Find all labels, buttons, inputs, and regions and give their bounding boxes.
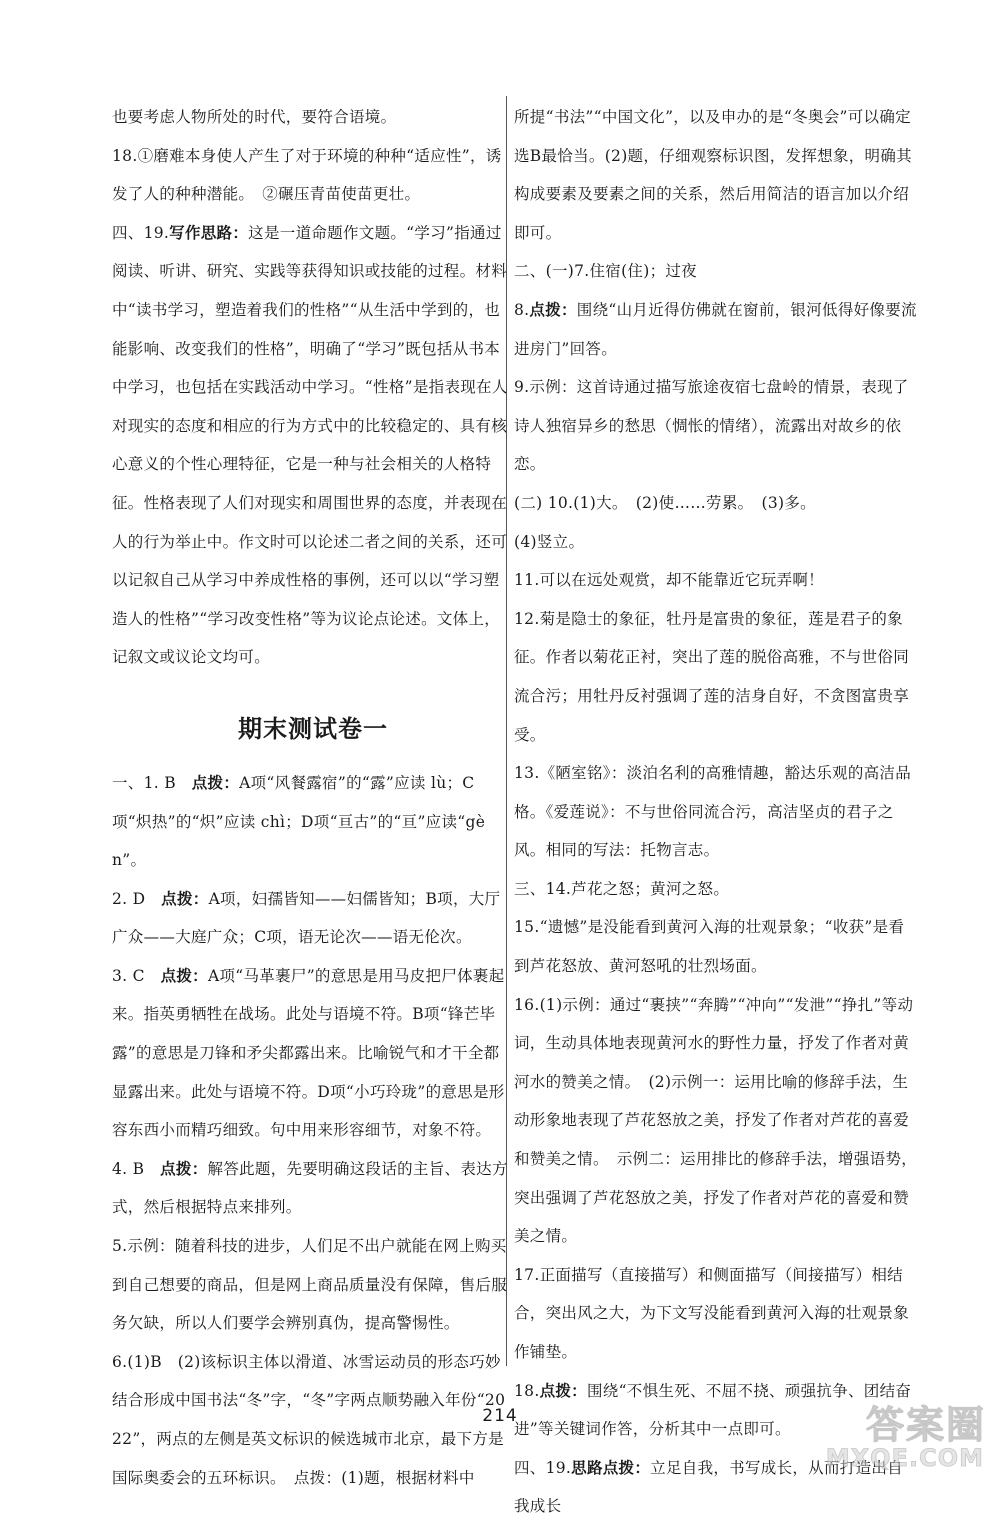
question-number: 三、14. [514,879,572,898]
answer-paragraph [514,484,918,523]
right-answers [514,98,918,1526]
answer-paragraph [112,1227,514,1343]
answer-paragraph [112,137,514,214]
watermark-sub: MXQE.COM [825,1444,984,1472]
question-number: 四、19. [112,223,170,242]
answer-text: 菊是隐士的象征，牡丹是富贵的象征，莲是君子的象征。作者以菊花正衬，突出了莲的脱俗高雅，不与世俗同流合污；用牡丹反衬强调了莲的洁身自好，不贪图富贵享受。 [514,609,910,744]
answer-text: 围绕“山月近得仿佛就在窗前，银河低得好像要流进房门”回答。 [514,300,917,358]
answer-text: 也要考虑人物所处的时代，要符合语境。 [112,108,397,126]
question-number: 16. [514,995,540,1014]
question-number: 18. [112,146,138,165]
answer-text: A项“风餐露宿”的“露”应读 lù；C项“炽热”的“炽”应读 chì；D项“亘古”的“亘”应读“gèn”。 [112,773,486,870]
answer-paragraph [514,252,918,291]
hint-label: 点拨： [160,1159,208,1178]
watermark-logo [816,1394,986,1478]
question-number: 4. B [112,1159,161,1178]
left-answers-final-exam [112,764,514,1497]
question-number: 17. [514,1265,540,1284]
answer-paragraph [112,1150,514,1227]
hint-label: 点拨： [191,773,240,792]
answer-paragraph [514,368,918,484]
answer-text: (1)B (2)该标识主体以滑道、冰雪运动员的形态巧妙结合形成中国书法“冬”字，“冬”字两点顺势融入年份“2022”，两点的左侧是英文标识的候选城市北京，最下方是国际奥委会的五环标识。 点拨：(1)题，根据材料中 [112,1352,506,1487]
answer-paragraph [514,908,918,985]
answer-text: A项，妇孺皆知——妇儒皆知；B项，大厅广众——大庭广众；C项，语无论次——语无伦次。 [112,889,501,947]
question-number: 一、1. B [112,773,192,792]
answer-paragraph [514,1256,918,1372]
question-number: 2. D [112,889,162,908]
answer-paragraph [112,880,514,957]
answer-text: 立足自我，书写成长，从而打造出自我成长 [514,1458,903,1516]
answer-paragraph [112,764,514,880]
answer-paragraph [514,523,918,562]
left-column [112,98,514,1497]
answer-paragraph [112,957,514,1150]
answer-paragraph [514,600,918,754]
answer-text: 正面描写（直接描写）和侧面描写（间接描写）相结合，突出风之大，为下文写没能看到黄河入海的壮观景象作铺垫。 [514,1265,910,1361]
question-number: 12. [514,609,540,628]
answer-paragraph [514,754,918,870]
answer-text: 所提“书法”“中国文化”，以及申办的是“冬奥会”可以确定选B最恰当。(2)题，仔细观察标识图，发挥想象，明确其构成要素及要素之间的关系，然后用简洁的语言加以介绍即可。 [514,108,912,242]
question-number: 四、19. [514,1458,572,1477]
answer-paragraph [514,291,918,368]
answer-text: “遗憾”是没能看到黄河入海的壮观景象；“收获”是看到芦花怒放、黄河怒吼的壮烈场面。 [514,918,905,976]
answer-text: 围绕“不惧生死、不屈不挠、顽强抗争、团结奋进”等关键词作答，分析其中一点即可。 [514,1381,912,1439]
answer-text: (1)大。 (2)使……劳累。 (3)多。 [573,493,816,512]
answer-text: (4)竖立。 [514,532,585,551]
answer-text: 《陋室铭》：淡泊名利的高雅情趣，豁达乐观的高洁品格。《爱莲说》：不与世俗同流合污，高洁坚贞的君子之风。相同的写法：托物言志。 [514,764,912,860]
section-title: 期末测试卷一 [238,714,388,743]
question-number: 9. [514,378,530,397]
answer-text: 这是一道命题作文题。“学习”指通过阅读、听讲、研究、实践等获得知识或技能的过程。材料中“读书学习，塑造着我们的性格”“从生活中学到的，也能影响、改变我们的性格”，明确了“学习”既包括从书本中学习，也包括在实践活动中学习。“性格”是指表现在人对现实的态度和相应的行为方式中的比较稳定的、具有核心意义的个性心理特征，它是一种与社会相关的人格特征。性格表现了人们对现实和周围世界的态度，并表现在人的行为举止中。作文时可以论述二者之间的关系，还可以记叙自己从学习中养成性格的事例，还可以以“学习塑造人的性格”“学习改变性格”等为议论点论述。文体上，记叙文或议论文均可。 [112,223,508,667]
question-number: 3. C [112,966,161,985]
question-number: 8. [514,300,530,319]
answer-text: 示例：随着科技的进步，人们足不出户就能在网上购买到自己想要的商品，但是网上商品质量没有保障，售后服务欠缺，所以人们要学会辨别真伪，提高警惕性。 [112,1237,508,1333]
question-number: 15. [514,918,540,937]
question-number: (二) 10. [514,493,574,512]
hint-label: 思路点拨： [571,1458,651,1477]
question-number: 5. [112,1237,128,1256]
hint-label: 写作思路： [169,223,249,242]
hint-label: 点拨： [161,889,209,908]
answer-text: (1)示例：通过“裹挟”“奔腾”“冲向”“发泄”“挣扎”等动词，生动具体地表现黄河水的野性力量，抒发了作者对黄河水的赞美之情。 (2)示例一：运用比喻的修辞手法，生动形象地表现了芦花怒放之美，抒发了作者对芦花的喜爱和赞美之情。 示例二：运用排比的修辞手法，增强语势，突出强调了芦花怒放之美，抒发了作者对芦花的喜爱和赞美之情。 [514,995,918,1246]
answer-text: ①磨难本身使人产生了对于环境的种种“适应性”，诱发了人的种种潜能。 ②碾压青苗使苗更壮。 [112,146,502,204]
watermark-main: 答案圈 [865,1403,986,1447]
answer-paragraph [514,561,918,600]
answer-paragraph [514,986,918,1256]
answer-text: 可以在远处观赏，却不能靠近它玩弄啊！ [539,571,824,590]
answer-paragraph [514,98,918,252]
answer-text: A项“马革裹尸”的意思是用马皮把尸体裹起来。指英勇牺牲在战场。此处与语境不符。B项“锋芒毕露”的意思是刀锋和矛尖都露出来。比喻锐气和才干全都显露出来。此处与语境不符。D项“小巧玲珑”的意思是形容东西小而精巧细致。句中用来形容细节，对象不符。 [112,966,505,1140]
hint-label: 点拨： [539,1381,587,1400]
question-number: 11. [514,571,540,590]
answer-text: 示例：这首诗通过描写旅途夜宿七盘岭的情景，表现了诗人独宿异乡的愁思（惆怅的情绪），流露出对故乡的依恋。 [514,378,909,474]
right-column [514,98,918,1526]
answer-paragraph [112,214,514,677]
hint-label: 点拨： [529,300,577,319]
answer-text: 解答此题，先要明确这段话的主旨、表达方式，然后根据特点来排列。 [112,1159,508,1217]
left-answers-previous [112,98,514,677]
answer-text: 住宿(住)；过夜 [589,262,697,281]
page-number: 214 [482,1406,518,1426]
answer-paragraph [514,870,918,909]
answer-text: 芦花之怒；黄河之怒。 [571,879,730,898]
hint-label: 点拨： [160,966,208,985]
question-number: 二、(一)7. [514,262,590,281]
answer-paragraph [112,98,514,137]
question-number: 13. [514,764,540,783]
question-number: 6. [112,1352,128,1371]
question-number: 18. [514,1381,540,1400]
